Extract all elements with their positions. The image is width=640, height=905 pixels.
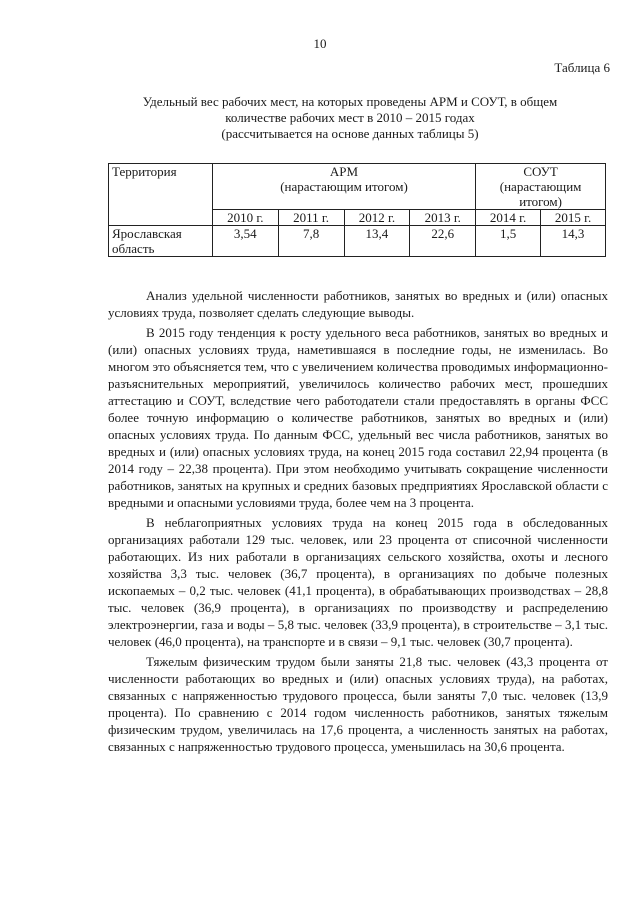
page-number: 10 xyxy=(313,36,327,51)
value-cell: 3,54 xyxy=(212,226,278,257)
table-row xyxy=(109,226,606,257)
paragraph: Тяжелым физическим трудом были заняты 21,8 тыс. человек (43,3 процента от численности работающих во вредных и (или) опасных условиях труда), на работах, связанных с напряженностью трудового процесса, были заняты 7,0 тыс. человек (13,9 процента). По сравнению с 2014 годом численность работников, занятых тяжелым физическим трудом, увеличилась на 17,6 процента, а численность занятых на работах, связанных с напряженностью трудового процесса, уменьшилась на 30,6 процента. xyxy=(108,654,608,754)
region-cell: Ярославская область xyxy=(109,226,213,257)
year-header: 2013 г. xyxy=(410,210,476,226)
caption-line: Удельный вес рабочих мест, на которых проведены АРМ и СОУТ, в общем xyxy=(142,94,558,109)
value-cell: 14,3 xyxy=(541,226,606,257)
paragraph: Анализ удельной численности работников, занятых во вредных и (или) опасных условиях труда, позволяет сделать следующие выводы. xyxy=(108,288,608,320)
paragraph: В неблагоприятных условиях труда на конец 2015 года в обследованных организациях работали 129 тыс. человек, или 23 процента от списочной численности работающих. Из них работали в организациях сельского хозяйства, охоты и лесного хозяйства 3,3 тыс. человек (36,7 процента), в организациях по добыче полезных ископаемых – 0,2 тыс. человек (41,1 процента), в обрабатывающих производствах – 28,8 тыс. человек (36,9 процента), в организациях по производству и распределению электроэнергии, газа и воды – 5,8 тыс. человек (33,9 процента), в строительстве – 3,1 тыс. человек (46,0 процента), на транспорте и в связи – 9,1 тыс. человек (30,7 процента). xyxy=(108,515,608,649)
value-cell: 1,5 xyxy=(476,226,541,257)
year-header: 2012 г. xyxy=(344,210,410,226)
arm-header-title: АРМ xyxy=(329,164,359,179)
body-text xyxy=(108,287,608,758)
arm-header xyxy=(212,164,475,210)
sout-header-title: СОУТ xyxy=(523,164,558,179)
value-cell: 7,8 xyxy=(278,226,344,257)
year-header: 2010 г. xyxy=(212,210,278,226)
territory-header: Территория xyxy=(109,164,213,226)
year-header: 2014 г. xyxy=(476,210,541,226)
year-header: 2011 г. xyxy=(278,210,344,226)
value-cell: 13,4 xyxy=(344,226,410,257)
data-table xyxy=(108,163,606,257)
year-header: 2015 г. xyxy=(541,210,606,226)
table-label: Таблица 6 xyxy=(554,60,610,75)
paragraph: В 2015 году тенденция к росту удельного веса работников, занятых во вредных и (или) опасных условиях труда, наметившаяся в последние годы, не изменилась. Во многом это объясняется тем, что с увеличением количества проводимых информационно-разъяснительных мероприятий, увеличилось количество рабочих мест, прошедших аттестацию и СОУТ, вследствие чего работодатели стали предоставлять в органы ФСС более точную информацию о количестве работников, занятых во вредных и (или) опасных условиях труда. По данным ФСС, удельный вес числа работников, занятых во вредных и (или) опасных условиях труда, на конец 2015 года составил 22,94 процента (в 2014 году – 22,38 процента). При этом необходимо учитывать сокращение численности работников, занятых на крупных и средних базовых предприятиях Ярославской области с вредными и опасными условиями труда, более чем на 3 процента. xyxy=(108,325,608,510)
caption-line: (рассчитывается на основе данных таблицы 5) xyxy=(221,126,479,141)
arm-header-subtitle: (нарастающим итогом) xyxy=(280,179,408,194)
value-cell: 22,6 xyxy=(410,226,476,257)
table-caption xyxy=(100,94,600,142)
sout-header-subtitle: (нарастающим итогом) xyxy=(499,179,582,209)
caption-line: количестве рабочих мест в 2010 – 2015 годах xyxy=(225,110,475,125)
sout-header xyxy=(476,164,606,210)
